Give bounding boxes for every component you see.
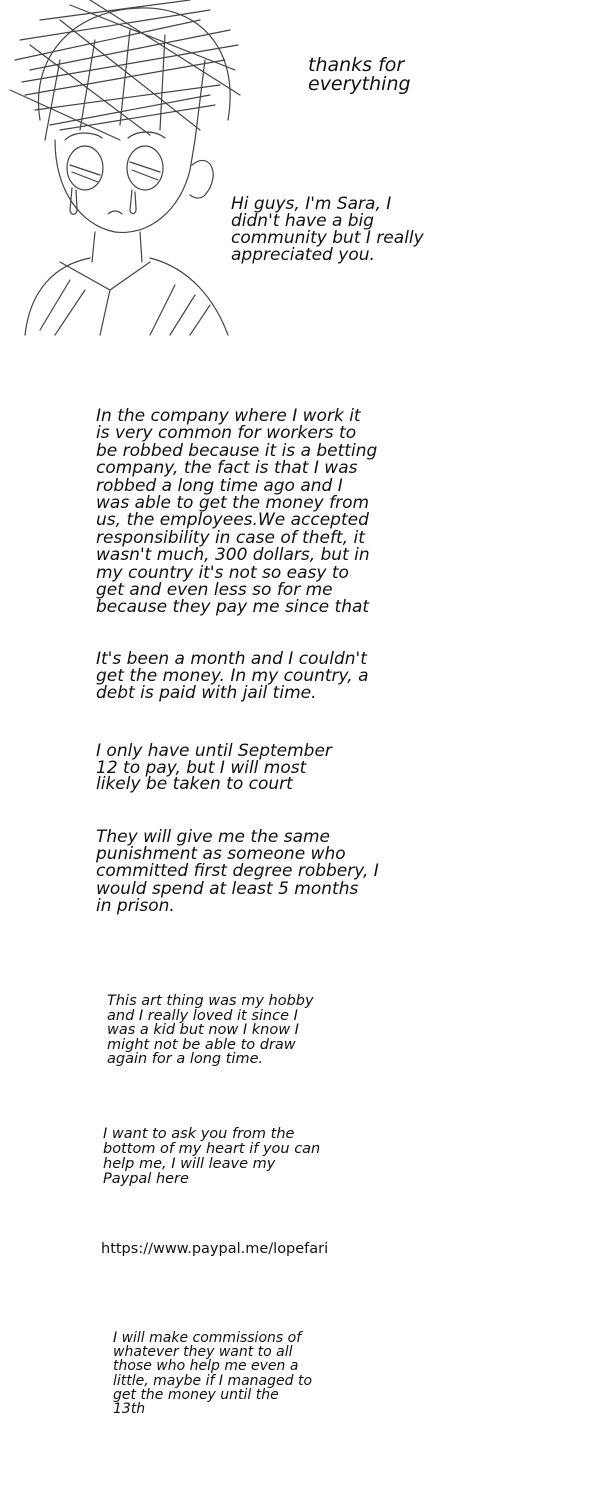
collar	[60, 262, 150, 335]
hair-scribble	[10, 20, 200, 140]
left-tear	[70, 188, 77, 214]
paragraph-robbery: In the company where I work it is very common for workers to be robbed because it is a betting company, the fact is that I was robbed a long time ago and I was able to get the money from us, the employees.We accepted responsibility in case of theft, it wasn't much, 300 dollars, but in my country it's not so easy to get and even less so for me because they pay me since that	[96, 406, 378, 618]
eye-shading	[70, 162, 160, 182]
title-text: thanks for everything	[308, 54, 411, 95]
hair-scribble	[45, 30, 205, 140]
paragraph-art-hobby: This art thing was my hobby and I really loved it since I was a kid but now I know I might not be able to draw again for a long time.	[107, 993, 314, 1067]
paragraph-request: I want to ask you from the bottom of my heart if you can help me, I will leave my Paypal here	[103, 1126, 321, 1187]
face-outline	[55, 140, 195, 232]
paragraph-punishment: They will give me the same punishment as someone who committed first degree robbery, I would spend at least 5 months in prison.	[96, 827, 379, 916]
intro-text: Hi guys, I'm Sara, I didn't have a big community but I really appreciated you.	[231, 194, 424, 265]
left-brow	[65, 133, 102, 140]
shirt-shading	[40, 280, 210, 335]
right-eye	[127, 146, 163, 190]
mouth	[108, 211, 122, 214]
ear	[190, 160, 213, 198]
crying-character-sketch	[0, 0, 260, 340]
paragraph-deadline: I only have until September 12 to pay, but I will most likely be taken to court	[96, 741, 332, 794]
paragraph-debt: It's been a month and I couldn't get the money. In my country, a debt is paid with jail time.	[96, 649, 369, 703]
paypal-link[interactable]: https://www.paypal.me/lopefari	[101, 1241, 329, 1257]
paragraph-commissions: I will make commissions of whatever they want to all those who help me even a little, maybe if I managed to get the money until the 13th	[113, 1330, 313, 1418]
left-eye	[67, 146, 103, 190]
right-tear	[130, 190, 136, 214]
neck	[92, 232, 142, 262]
